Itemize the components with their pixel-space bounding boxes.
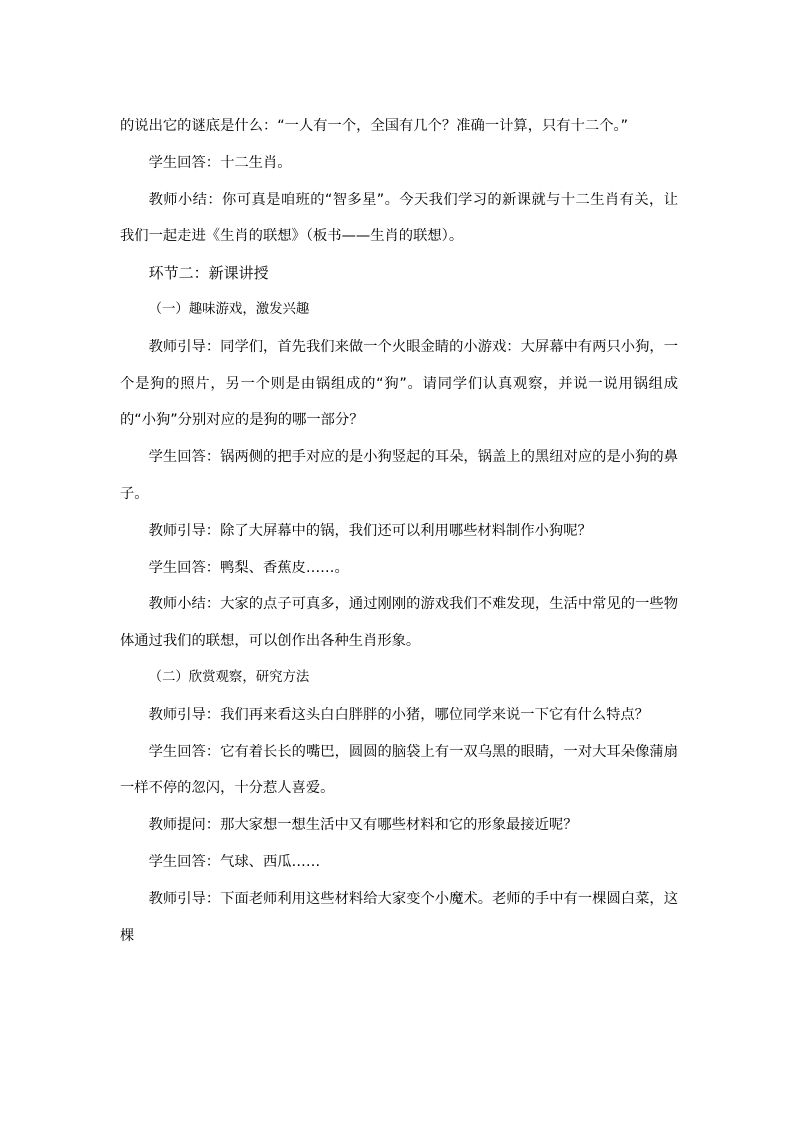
paragraph-student-answer-pig: 学生回答：它有着长长的嘴巴，圆圆的脑袋上有一双乌黑的眼睛，一对大耳朵像蒲扇一样不停的忽闪，十分惹人喜爱。 [120, 743, 678, 797]
subsection-heading-appreciation: （二）欣赏观察，研究方法 [148, 669, 310, 685]
subsection-heading-fun-game: （一）趣味游戏，激发兴趣 [148, 301, 310, 317]
paragraph-teacher-summary-ideas: 教师小结：大家的点子可真多，通过刚刚的游戏我们不难发现，生活中常见的一些物体通过我们的联想，可以创作出各种生肖形象。 [120, 596, 678, 650]
paragraph-student-answer-balloon: 学生回答：气球、西瓜…… [148, 853, 321, 870]
paragraph-teacher-guide-pig: 教师引导：我们再来看这头白白胖胖的小猪，哪位同学来说一下它有什么特点？ [148, 706, 649, 723]
paragraph-teacher-guide-magic: 教师引导：下面老师利用这些材料给大家变个小魔术。老师的手中有一棵圆白菜，这棵 [120, 890, 678, 944]
paragraph-riddle-continuation: 的说出它的谜底是什么：“一人有一个，全国有几个？准确一计算，只有十二个。” [120, 118, 629, 134]
paragraph-student-answer-pear: 学生回答：鸭梨、香蕉皮……。 [148, 559, 349, 576]
paragraph-teacher-question-materials: 教师提问：那大家想一想生活中又有哪些材料和它的形象最接近呢？ [148, 817, 578, 834]
paragraph-teacher-summary-intro: 教师小结：你可真是咱班的“智多星”。今天我们学习的新课就与十二生肖有关，让我们一起走进《生肖的联想》（板书——生肖的联想）。 [120, 191, 678, 245]
paragraph-student-answer-zodiac: 学生回答：十二生肖。 [148, 154, 292, 171]
paragraph-teacher-guide-materials: 教师引导：除了大屏幕中的锅，我们还可以利用哪些材料制作小狗呢？ [148, 522, 592, 539]
paragraph-student-answer-pot: 学生回答：锅两侧的把手对应的是小狗竖起的耳朵，锅盖上的黑纽对应的是小狗的鼻子。 [120, 449, 678, 502]
section-heading-new-lesson: 环节二：新课讲授 [148, 264, 269, 283]
paragraph-teacher-guide-game: 教师引导：同学们，首先我们来做一个火眼金睛的小游戏：大屏幕中有两只小狗，一个是狗的照片，另一个则是由锅组成的“狗”。请同学们认真观察，并说一说用锅组成的“小狗”分别对应的是狗的哪一部分？ [120, 338, 678, 429]
